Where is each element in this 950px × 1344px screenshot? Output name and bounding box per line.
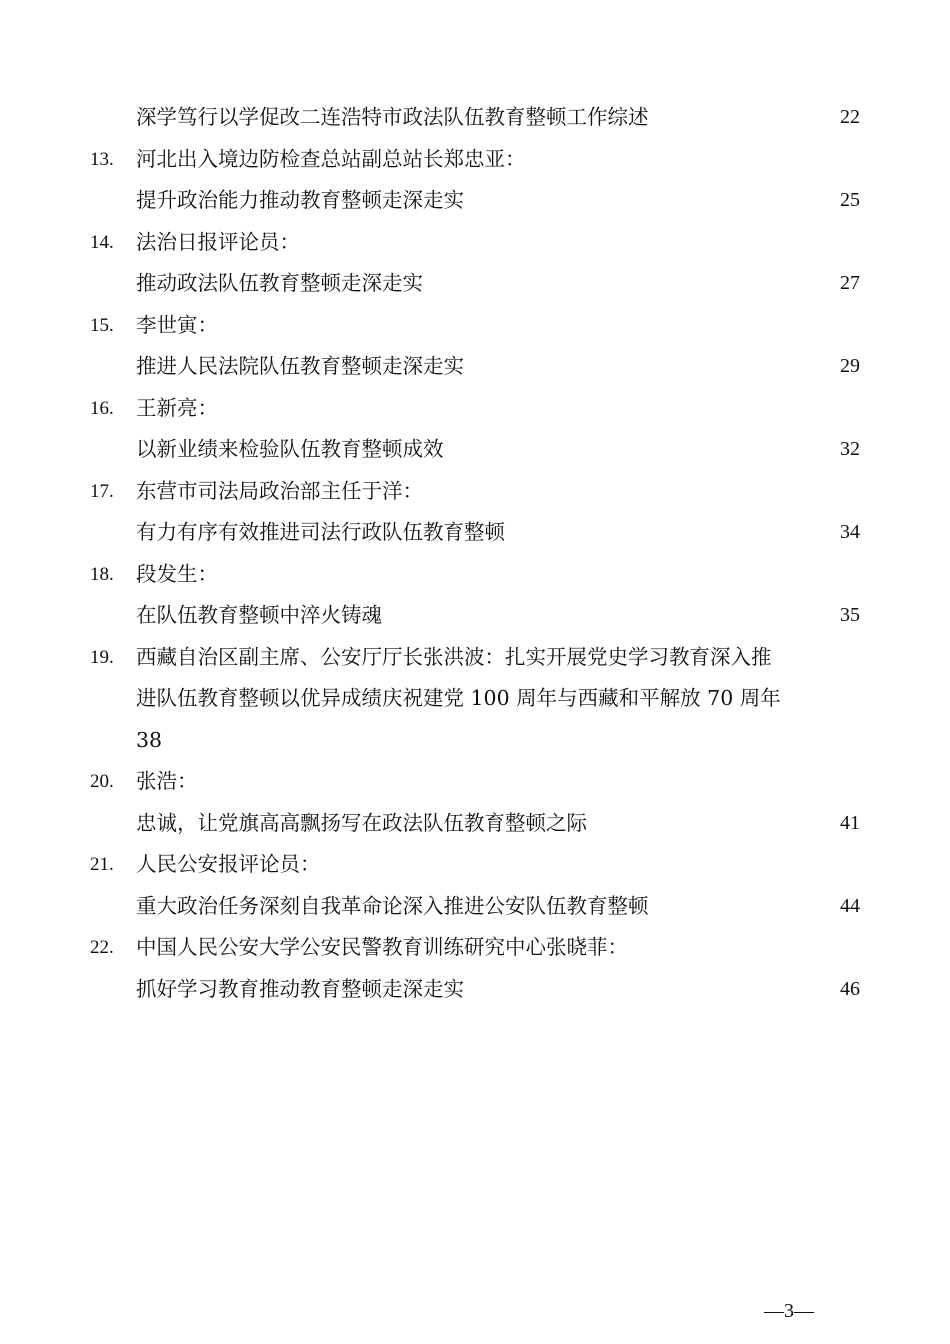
toc-row: [0, 388, 950, 430]
toc-item-title: 西藏自治区副主席、公安厅厅长张洪波：扎实开展党史学习教育深入推: [136, 644, 772, 669]
toc-row: [0, 305, 950, 347]
toc-row: [0, 678, 950, 720]
toc-item-title: 有力有序有效推进司法行政队伍教育整顿: [136, 520, 505, 544]
toc-row: [0, 803, 950, 845]
toc-item-number: 22.: [90, 937, 114, 958]
toc-item-page: 25: [840, 189, 860, 211]
toc-row: [0, 180, 950, 222]
toc-item-number: 16.: [90, 397, 114, 419]
toc-item-page: 41: [840, 811, 860, 834]
page-number: —3—: [764, 1300, 814, 1322]
toc-item-title: 法治日报评论员：: [136, 229, 300, 254]
table-of-contents: [0, 97, 950, 1010]
toc-item-title: 东营市司法局政治部主任于洋：: [136, 478, 423, 503]
toc-item-title: 中国人民公安大学公安民警教育训练研究中心张晓菲：: [136, 935, 628, 959]
toc-item-title: 李世寅：: [136, 312, 218, 337]
toc-row: [0, 761, 950, 803]
toc-row: [0, 263, 950, 305]
toc-row: [0, 720, 950, 762]
toc-item-title: 在队伍教育整顿中淬火铸魂: [136, 603, 382, 627]
toc-item-page: 22: [840, 106, 860, 128]
toc-item-number: 13.: [90, 148, 114, 170]
toc-item-number: 18.: [90, 563, 114, 585]
toc-item-title: 进队伍教育整顿以优异成绩庆祝建党 100 周年与西藏和平解放 70 周年: [136, 686, 781, 710]
toc-item-title: 王新亮：: [136, 395, 218, 420]
toc-row: [0, 969, 950, 1011]
toc-row: [0, 222, 950, 264]
toc-item-number: 15.: [90, 314, 114, 336]
toc-row: [0, 471, 950, 513]
toc-row: [0, 512, 950, 554]
toc-item-title: 段发生：: [136, 561, 218, 586]
toc-item-title: 张浩：: [136, 769, 198, 793]
toc-item-number: 21.: [90, 854, 114, 875]
toc-row: [0, 595, 950, 637]
toc-item-title: 提升政治能力推动教育整顿走深走实: [136, 188, 464, 212]
toc-item-number: 17.: [90, 480, 114, 502]
toc-item-page: 27: [840, 272, 860, 294]
toc-item-title: 深学笃行以学促改二连浩特市政法队伍教育整顿工作综述: [136, 105, 649, 129]
toc-item-title: 以新业绩来检验队伍教育整顿成效: [136, 437, 444, 461]
toc-item-page: 46: [840, 977, 860, 1000]
toc-row: [0, 429, 950, 471]
toc-row: [0, 139, 950, 181]
toc-item-number: 20.: [90, 771, 114, 792]
toc-item-page: 44: [840, 894, 860, 917]
toc-item-title: 推进人民法院队伍教育整顿走深走实: [136, 354, 464, 378]
toc-row: [0, 346, 950, 388]
toc-item-number: 19.: [90, 646, 114, 668]
toc-row: [0, 554, 950, 596]
toc-item-page: 34: [840, 521, 860, 543]
toc-item-title: 抓好学习教育推动教育整顿走深走实: [136, 976, 464, 1001]
toc-item-title: 推动政法队伍教育整顿走深走实: [136, 271, 423, 295]
toc-item-page: 29: [840, 355, 860, 377]
toc-item-page: 35: [840, 604, 860, 626]
toc-item-title: 人民公安报评论员：: [136, 852, 321, 876]
toc-row: [0, 886, 950, 928]
toc-item-title: 忠诚，让党旗高高飘扬写在政法队伍教育整顿之际: [136, 810, 587, 835]
toc-row: [0, 97, 950, 139]
toc-item-title: 重大政治任务深刻自我革命论深入推进公安队伍教育整顿: [136, 893, 649, 918]
toc-row: [0, 844, 950, 886]
toc-row: [0, 637, 950, 679]
toc-item-number: 14.: [90, 231, 114, 253]
toc-item-title: 河北出入境边防检查总站副总站长郑忠亚：: [136, 146, 526, 171]
toc-item-title: 38: [136, 727, 163, 752]
toc-row: [0, 927, 950, 969]
toc-item-page: 32: [840, 438, 860, 460]
